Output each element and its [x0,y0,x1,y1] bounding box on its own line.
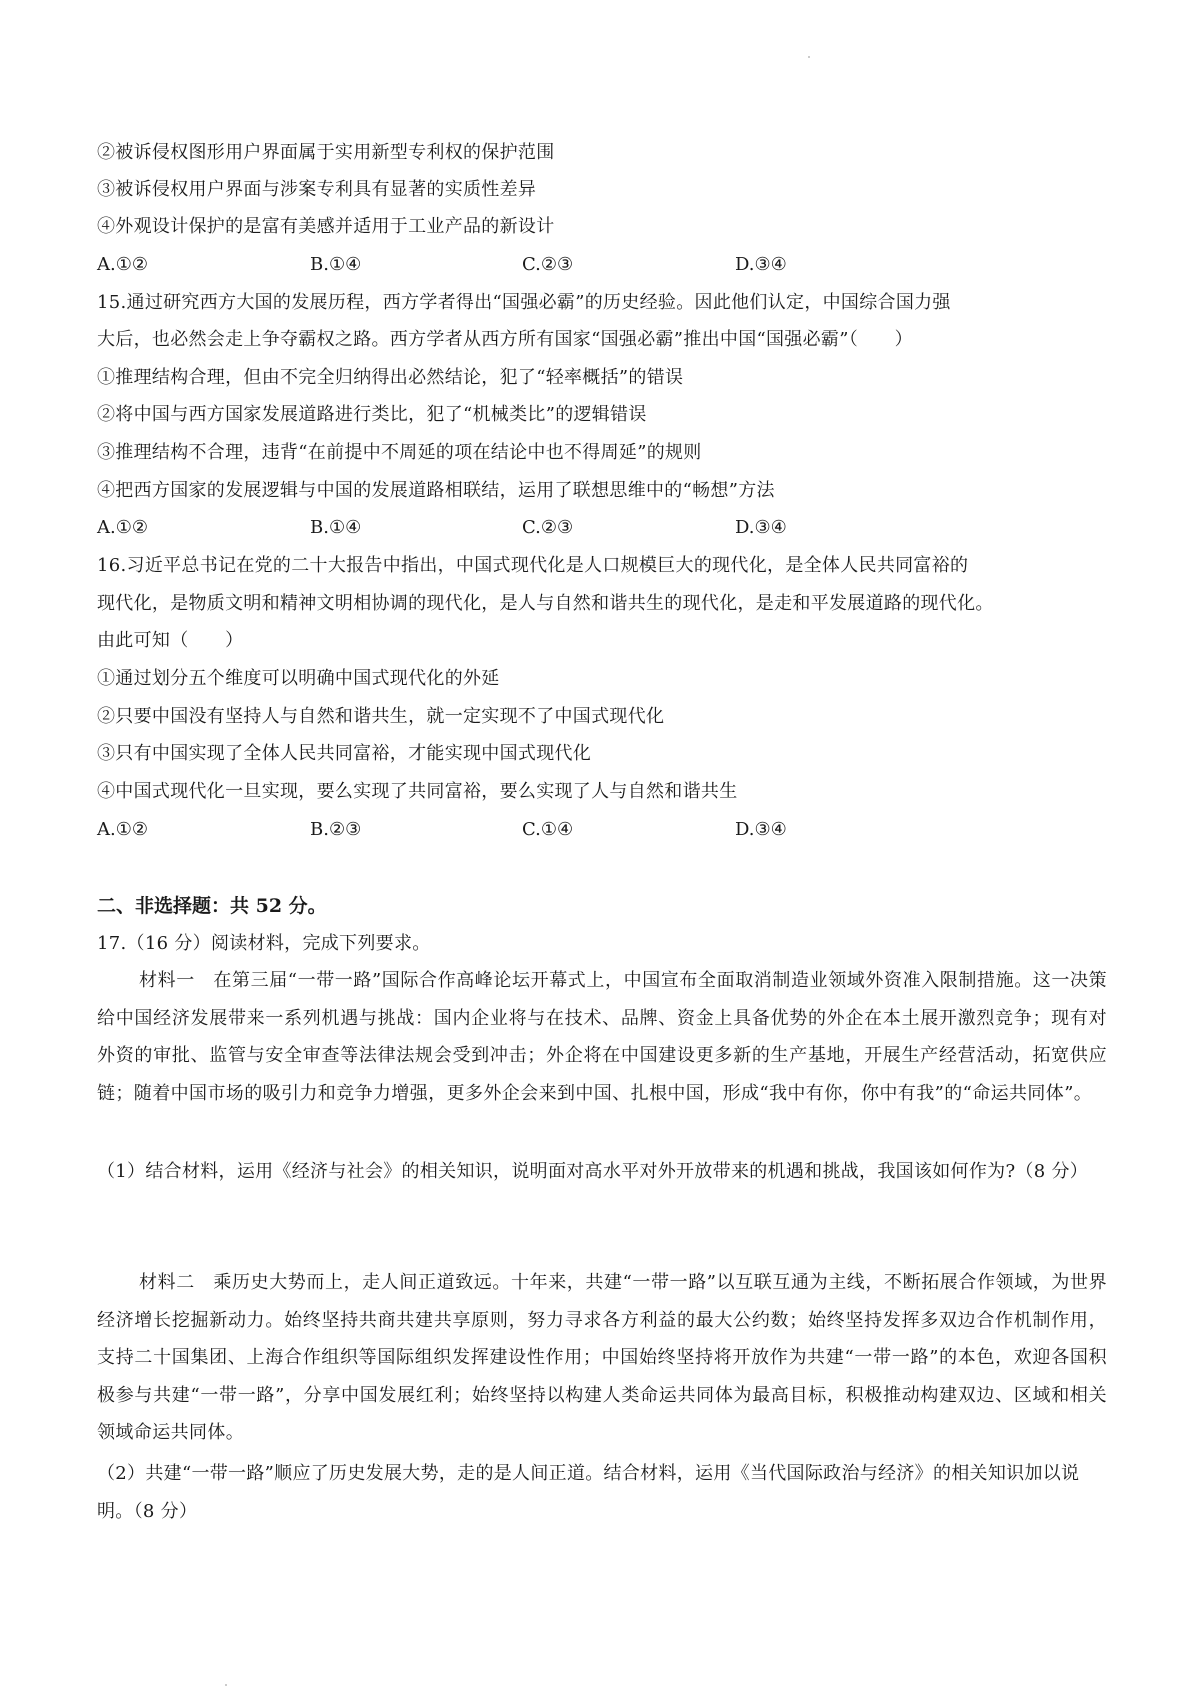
q15-item-3: ③推理结构不合理，违背“在前提中不周延的项在结论中也不得周延”的规则 [97,442,702,463]
q15-option-c: C.②③ [522,517,574,538]
q14-option-a: A.①② [97,254,148,275]
q14-item-4: ④外观设计保护的是富有美感并适用于工业产品的新设计 [97,216,555,237]
q16-stem-line-2: 现代化，是物质文明和精神文明相协调的现代化，是人与自然和谐共生的现代化，是走和平发展道路的现代化。 [97,593,994,614]
q14-option-d: D.③④ [735,254,787,275]
q15-stem-line-2: 大后，也必然会走上争夺霸权之路。西方学者从西方所有国家“国强必霸”推出中国“国强必霸”（ ） [97,329,913,350]
section-title: 二、非选择题：共 52 分。 [97,895,327,917]
scan-speck [225,1684,227,1686]
q14-item-3: ③被诉侵权用户界面与涉案专利具有显著的实质性差异 [97,179,537,200]
q16-item-4: ④中国式现代化一旦实现，要么实现了共同富裕，要么实现了人与自然和谐共生 [97,781,738,802]
q15-option-d: D.③④ [735,517,787,538]
q15-option-a: A.①② [97,517,148,538]
q15-item-2: ②将中国与西方国家发展道路进行类比，犯了“机械类比”的逻辑错误 [97,404,647,425]
q16-option-a: A.①② [97,819,148,840]
q16-option-b: B.②③ [310,819,362,840]
q14-option-c: C.②③ [522,254,574,275]
q15-stem-line-1: 15.通过研究西方大国的发展历程，西方学者得出“国强必霸”的历史经验。因此他们认定，中国综合国力强 [97,292,951,313]
q17-subquestion-1: （1）结合材料，运用《经济与社会》的相关知识，说明面对高水平对外开放带来的机遇和挑战，我国该如何作为?（8 分） [97,1161,1089,1182]
q17-subquestion-2: （2）共建“一带一路”顺应了历史发展大势，走的是人间正道。结合材料，运用《当代国际政治与经济》的相关知识加以说明。（8 分） [97,1463,1080,1522]
q16-option-c: C.①④ [522,819,574,840]
q15-item-1: ①推理结构合理，但由不完全归纳得出必然结论，犯了“轻率概括”的错误 [97,367,684,388]
q16-item-1: ①通过划分五个维度可以明确中国式现代化的外延 [97,668,500,689]
q16-stem-line-3: 由此可知（ ） [97,630,244,651]
q14-item-2: ②被诉侵权图形用户界面属于实用新型专利权的保护范围 [97,142,555,163]
q15-option-b: B.①④ [310,517,362,538]
q17-header: 17.（16 分）阅读材料，完成下列要求。 [97,933,431,954]
q16-option-d: D.③④ [735,819,787,840]
q16-item-2: ②只要中国没有坚持人与自然和谐共生，就一定实现不了中国式现代化 [97,706,665,727]
q15-item-4: ④把西方国家的发展逻辑与中国的发展道路相联结，运用了联想思维中的“畅想”方法 [97,480,775,501]
q16-stem-line-1: 16.习近平总书记在党的二十大报告中指出，中国式现代化是人口规模巨大的现代化，是全体人民共同富裕的 [97,555,969,576]
q14-option-b: B.①④ [310,254,362,275]
scan-speck [808,56,810,58]
q16-item-3: ③只有中国实现了全体人民共同富裕，才能实现中国式现代化 [97,743,592,764]
material-2: 材料二 乘历史大势而上，走人间正道致远。十年来，共建“一带一路”以互联互通为主线，不断拓展合作领域，为世界经济增长挖掘新动力。始终坚持共商共建共享原则，努力寻求各方利益的最大公约数；始终坚持发挥多双边合作机制作用，支持二十国集团、上海合作组织等国际组织发挥建设性作用；中国始终坚持将开放作为共建“一带一路”的本色，欢迎各国积极参与共建“一带一路”，分享中国发展红利；始终坚持以构建人类命运共同体为最高目标，积极推动构建双边、区域和相关领域命运共同体。 [97,1272,1107,1443]
material-1: 材料一 在第三届“一带一路”国际合作高峰论坛开幕式上，中国宣布全面取消制造业领域外资准入限制措施。这一决策给中国经济发展带来一系列机遇与挑战：国内企业将与在技术、品牌、资金上具备优势的外企在本土展开激烈竞争；现有对外资的审批、监管与安全审查等法律法规会受到冲击；外企将在中国建设更多新的生产基地，开展生产经营活动，拓宽供应链；随着中国市场的吸引力和竞争力增强，更多外企会来到中国、扎根中国，形成“我中有你，你中有我”的“命运共同体”。 [97,970,1107,1104]
